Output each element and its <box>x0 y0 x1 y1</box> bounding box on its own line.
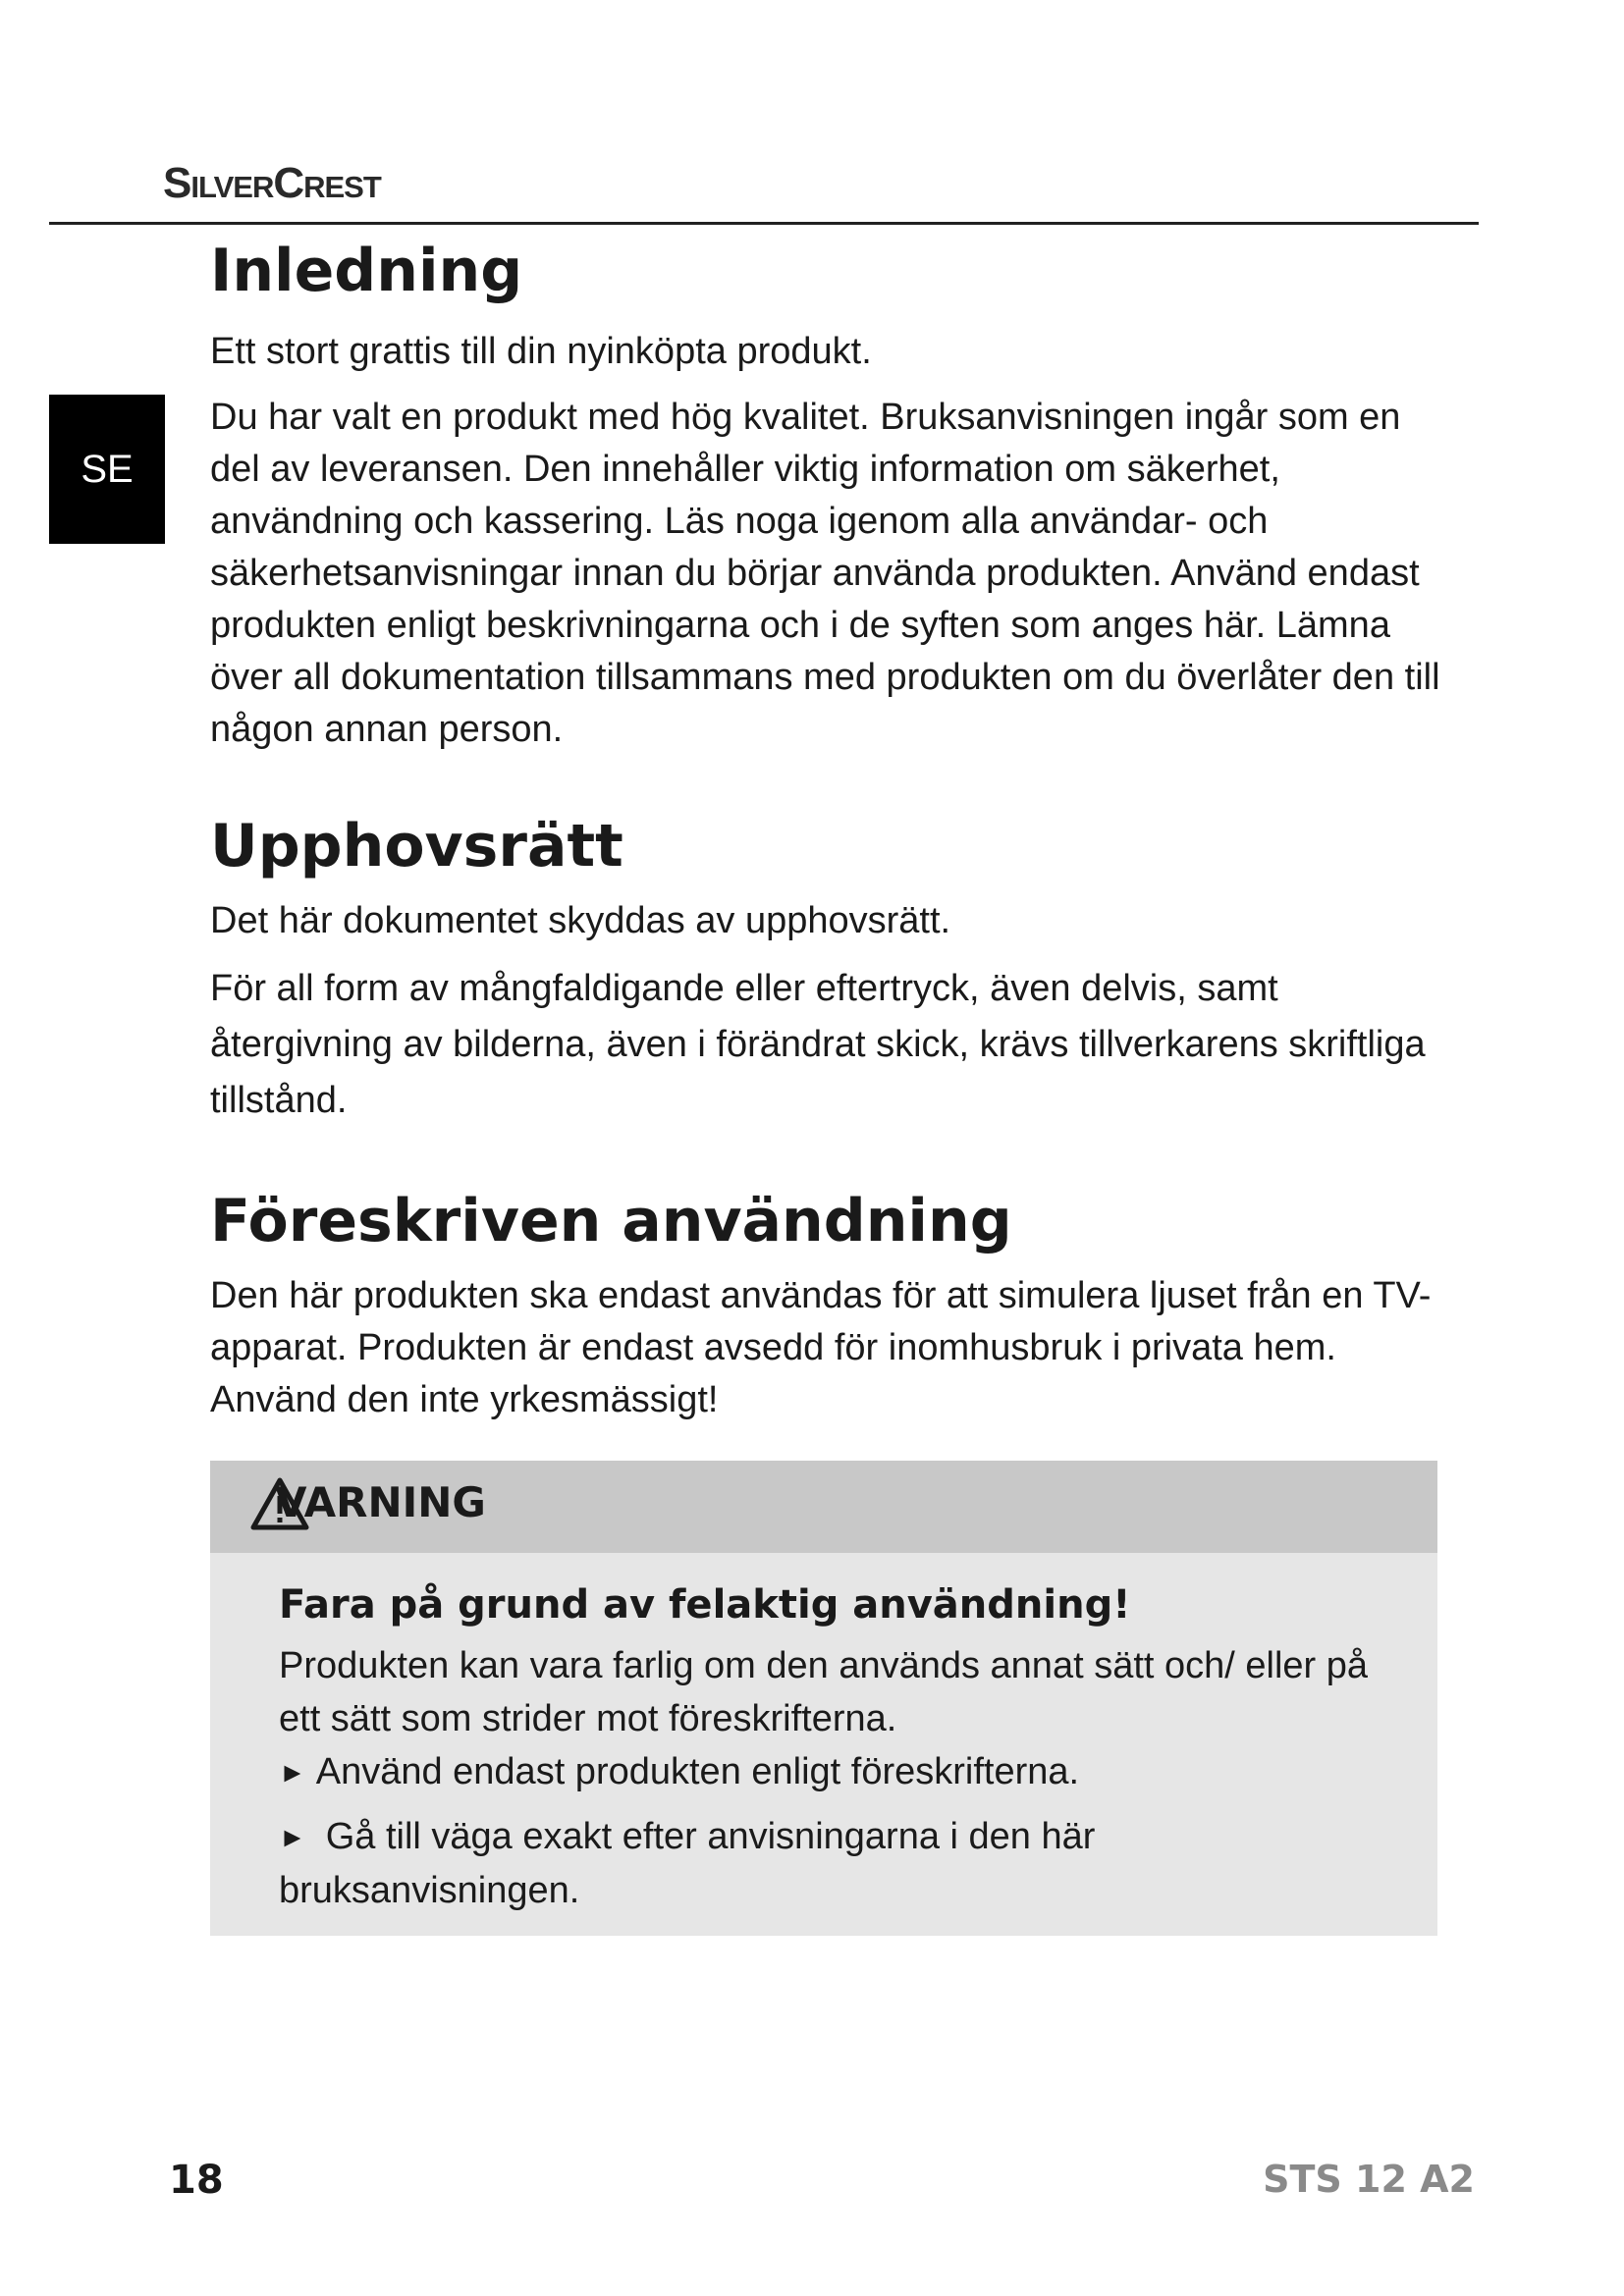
section-title: Föreskriven användning <box>210 1187 1012 1255</box>
model-number: STS 12 A2 <box>1263 2158 1475 2201</box>
warning-text: Produkten kan vara farlig om den används annat sätt och/ eller på ett sätt som strider mot föreskrifterna. <box>279 1645 1369 1739</box>
section-intro <box>210 236 1447 756</box>
warning-box <box>210 1461 1437 1936</box>
warning-header <box>210 1461 1437 1553</box>
arrow-right-icon: ► <box>279 1757 306 1788</box>
brand-logo: SilverCrest <box>163 159 381 207</box>
bullet-text: Gå till väga exakt efter anvisningarna i den här bruksanvisningen. <box>279 1816 1096 1911</box>
paragraph: För all form av mångfaldigande eller eftertryck, även delvis, samt återgivning av bilderna, även i förändrat skick, krävs tillverkarens skriftliga tillstånd. <box>210 968 1426 1121</box>
paragraph: Den här produkten ska endast användas för att simulera ljuset från en TV-apparat. Produkten är endast avsedd för inomhusbruk i privata hem. Använd den inte yrkesmässigt! <box>210 1275 1432 1420</box>
warning-bullet <box>279 1810 1398 1917</box>
paragraph: Det här dokumentet skyddas av upphovsrätt. <box>210 900 951 941</box>
header-divider <box>49 222 1479 225</box>
page-number: 18 <box>169 2158 224 2203</box>
section-copyright <box>210 811 1447 1129</box>
section-title: Inledning <box>210 237 523 305</box>
warning-label: VARNING <box>275 1478 486 1526</box>
section-title: Upphovsrätt <box>210 812 623 881</box>
warning-subtitle: Fara på grund av felaktig användning! <box>279 1582 1131 1628</box>
warning-bullet <box>279 1745 1398 1799</box>
arrow-right-icon: ► <box>279 1822 306 1852</box>
paragraph: Ett stort grattis till din nyinköpta produkt. <box>210 331 872 372</box>
section-intended-use <box>210 1186 1447 1426</box>
language-tab: SE <box>49 395 165 544</box>
paragraph: Du har valt en produkt med hög kvalitet. Bruksanvisningen ingår som en del av leveransen. Den innehåller viktig information om säkerhet, användning och kassering. Läs noga igenom alla användar- och säkerhetsanvisningar innan du börjar använda produkten. Använd endast produkten enligt beskrivningarna och i de syften som anges här. Lämna över all dokumentation tillsammans med produkten om du överlåter den till någon annan person. <box>210 397 1440 750</box>
bullet-text: Använd endast produkten enligt föreskrifterna. <box>315 1751 1080 1792</box>
